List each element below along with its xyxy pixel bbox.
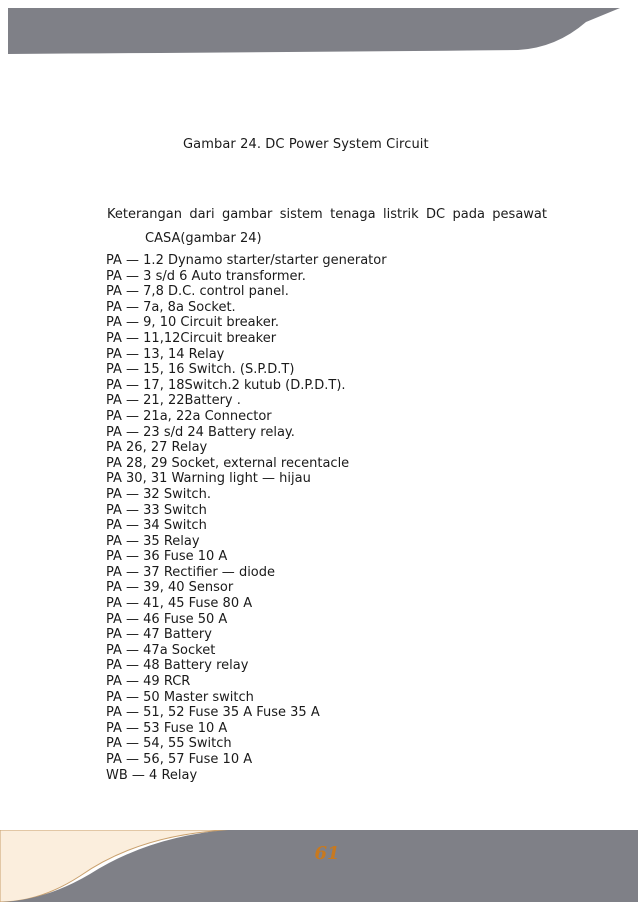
legend-item: PA — 47a Socket — [106, 642, 216, 658]
legend-item: PA — 3 s/d 6 Auto transformer. — [106, 268, 306, 284]
legend-item: PA — 23 s/d 24 Battery relay. — [106, 424, 295, 440]
legend-item: PA 26, 27 Relay — [106, 440, 208, 456]
legend-item: PA 28, 29 Socket, external recentacle — [106, 455, 350, 471]
legend-item: PA — 39, 40 Sensor — [106, 580, 234, 596]
legend-item: PA — 37 Rectifier — diode — [106, 564, 276, 580]
legend-item: PA — 46 Fuse 50 A — [106, 611, 228, 627]
legend-item: PA — 21a, 22a Connector — [106, 408, 272, 424]
component-legend-list — [106, 253, 387, 783]
legend-item: PA — 54, 55 Switch — [106, 736, 232, 752]
intro-line-2: CASA(gambar 24) — [145, 231, 262, 246]
figure-caption: Gambar 24. DC Power System Circuit — [183, 137, 429, 152]
legend-item: PA — 9, 10 Circuit breaker. — [106, 315, 279, 331]
legend-item: PA — 11,12Circuit breaker — [106, 330, 277, 346]
legend-item: PA 30, 31 Warning light — hijau — [106, 471, 311, 487]
legend-item: PA — 48 Battery relay — [106, 658, 249, 674]
legend-item: PA — 33 Switch — [106, 502, 207, 518]
header-band — [8, 8, 628, 54]
legend-item: PA — 36 Fuse 10 A — [106, 549, 228, 565]
legend-item: PA — 15, 16 Switch. (S.P.D.T) — [106, 362, 295, 378]
legend-item: PA — 21, 22Battery . — [106, 393, 241, 409]
legend-item: PA — 56, 57 Fuse 10 A — [106, 752, 253, 767]
legend-item: PA — 1.2 Dynamo starter/starter generator — [106, 253, 387, 268]
page-number: 61 — [314, 843, 340, 864]
legend-item: PA — 51, 52 Fuse 35 A Fuse 35 A — [106, 705, 320, 721]
legend-item: PA — 53 Fuse 10 A — [106, 720, 228, 736]
legend-item: PA — 47 Battery — [106, 627, 212, 643]
legend-item: PA — 13, 14 Relay — [106, 346, 225, 362]
legend-item: PA — 35 Relay — [106, 533, 200, 549]
legend-item: PA — 17, 18Switch.2 kutub (D.P.D.T). — [106, 377, 346, 393]
intro-paragraph — [107, 203, 547, 251]
footer-band — [0, 830, 638, 902]
legend-item: PA — 32 Switch. — [106, 486, 211, 502]
legend-item: PA — 49 RCR — [106, 674, 191, 690]
legend-item: PA — 7,8 D.C. control panel. — [106, 284, 289, 300]
legend-item: WB — 4 Relay — [106, 767, 198, 783]
intro-line-1: Keterangan dari gambar sistem tenaga listrik DC pada pesawat — [107, 207, 547, 222]
legend-item: PA — 34 Switch — [106, 518, 207, 534]
legend-item: PA — 41, 45 Fuse 80 A — [106, 596, 253, 612]
legend-item: PA — 50 Master switch — [106, 689, 254, 705]
legend-item: PA — 7a, 8a Socket. — [106, 299, 236, 315]
